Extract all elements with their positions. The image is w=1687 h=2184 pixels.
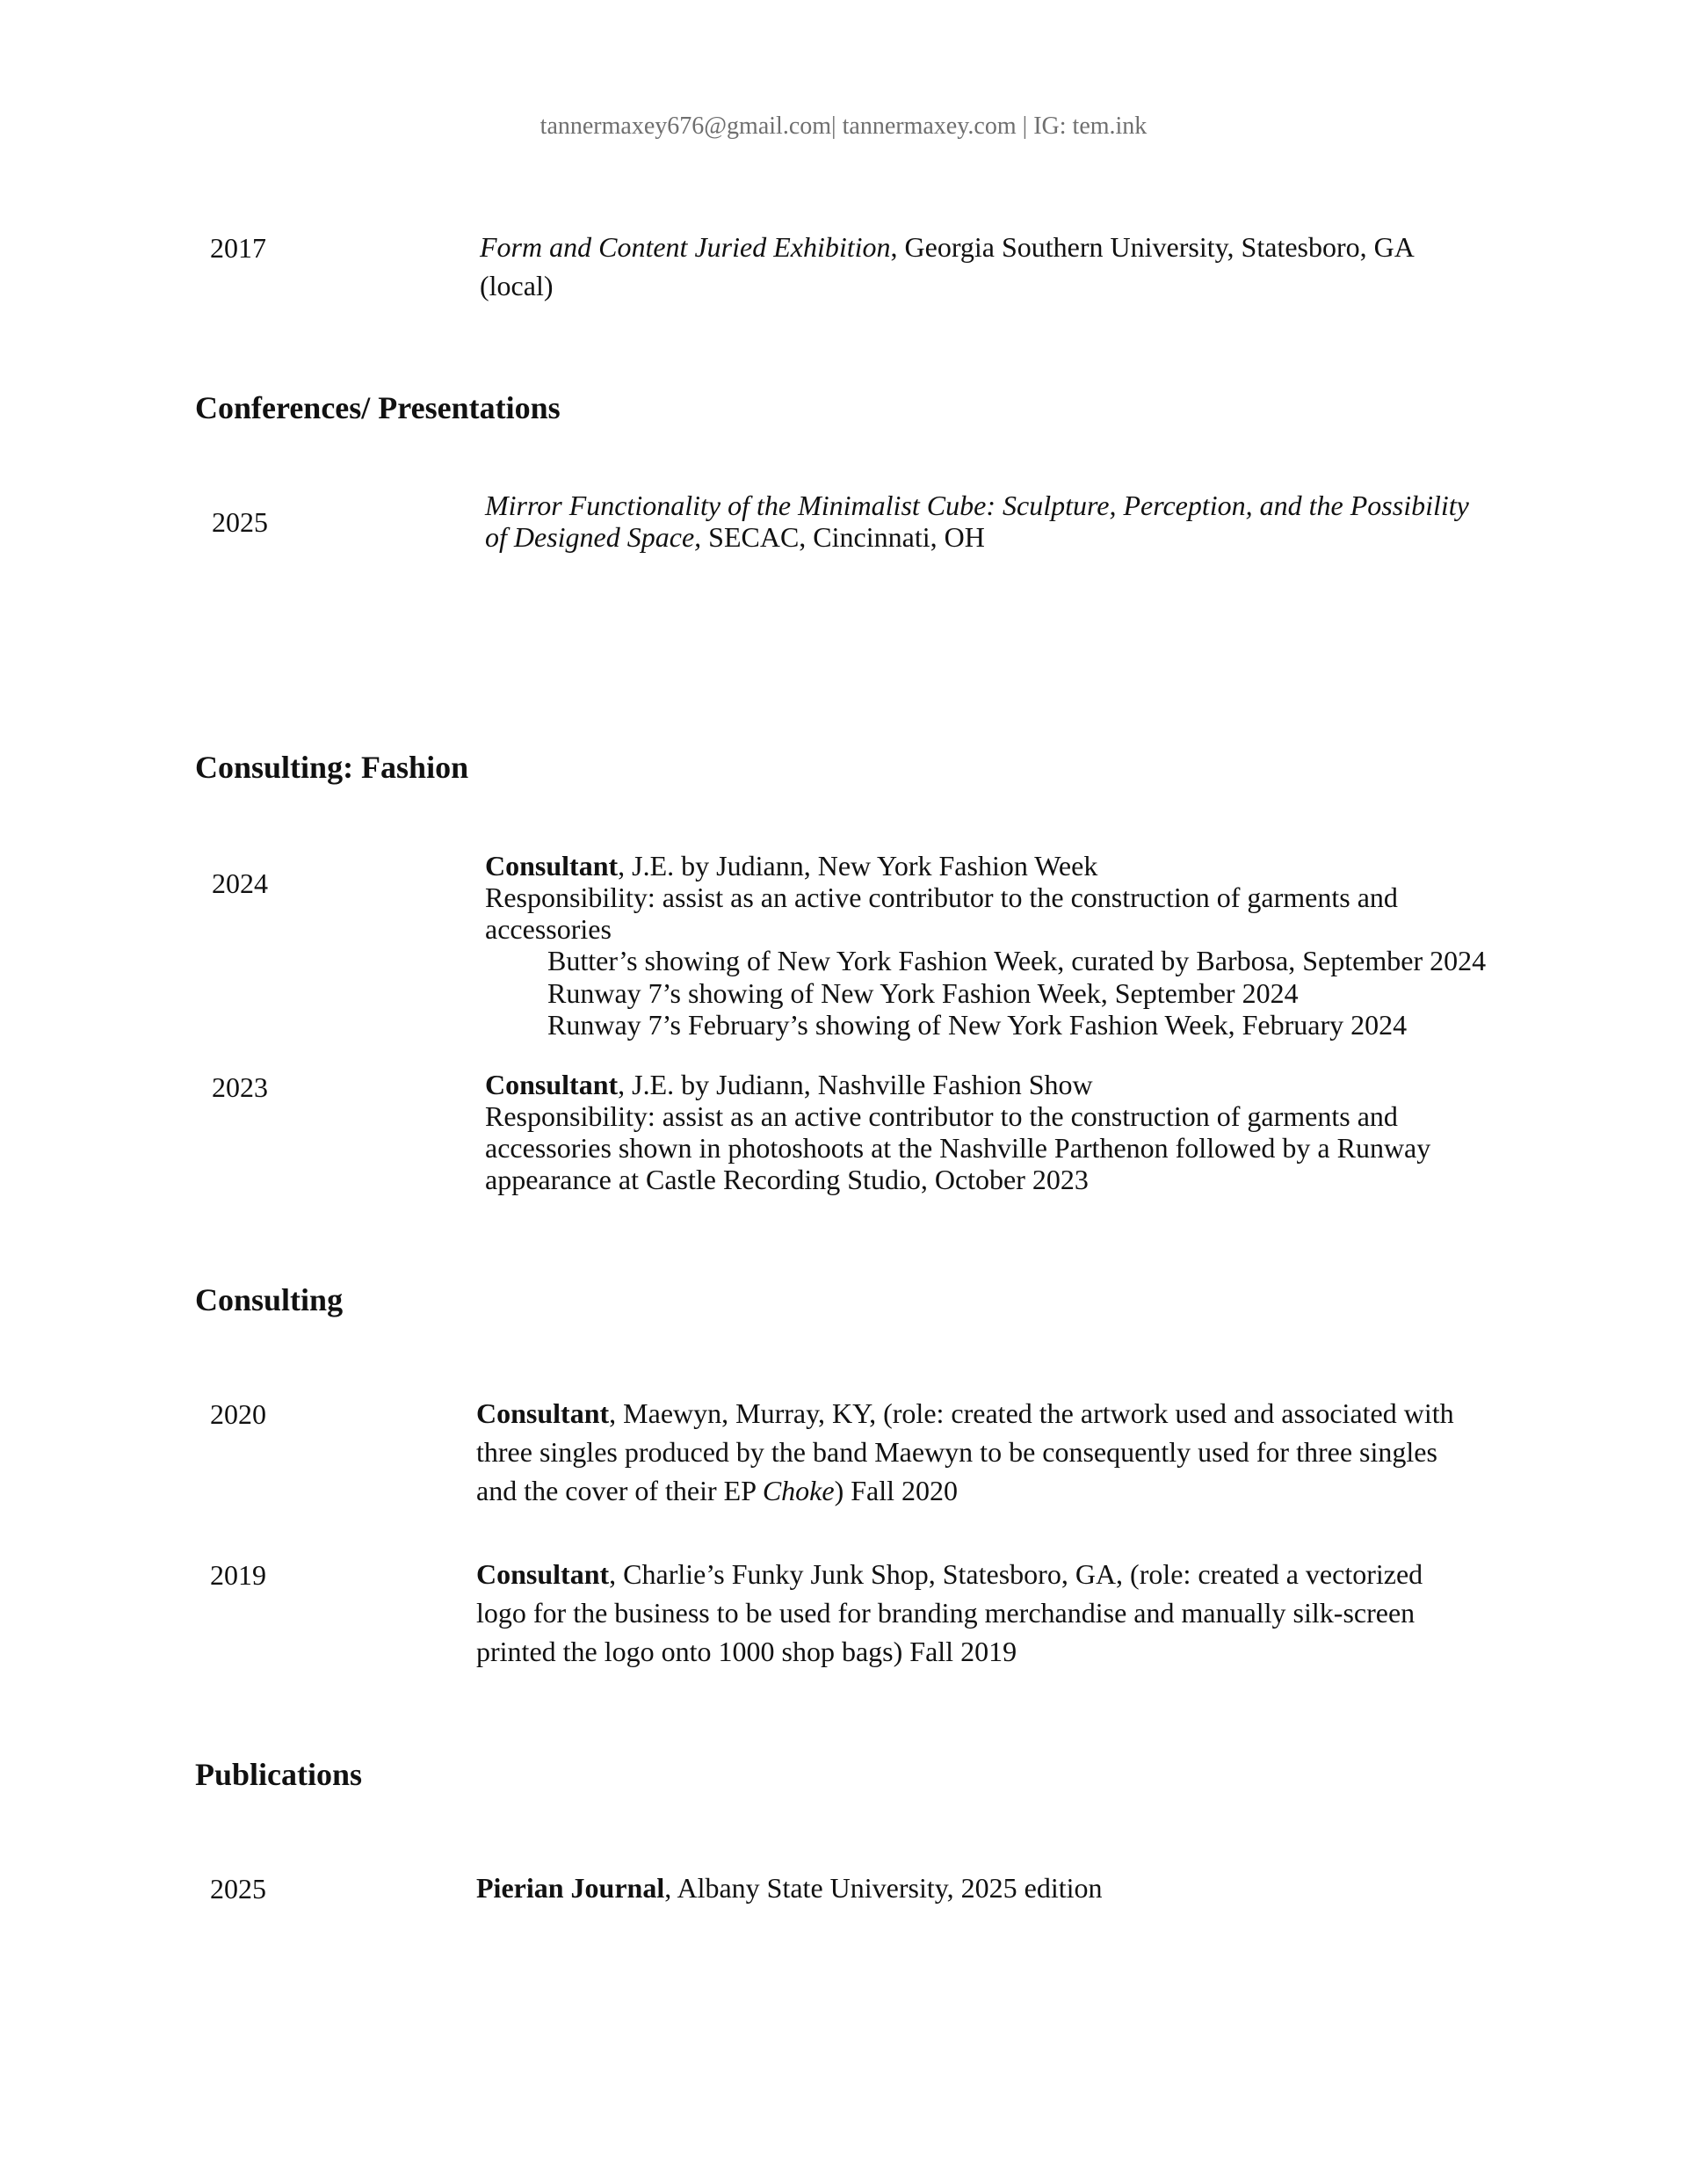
consulting-ep-title: Choke xyxy=(762,1475,835,1507)
publication-year: 2025 xyxy=(210,1873,266,1905)
fashion-role: Consultant xyxy=(485,850,619,882)
fashion-entry-2024 xyxy=(485,850,1487,1041)
consulting-role: Consultant xyxy=(476,1558,610,1590)
fashion-responsibility: Responsibility: assist as an active contributor to the construction of garments and accessories shown in photoshoots at the Nashville Parthenon followed by a Runway appearance at Castle Recording Studio, October 2023 xyxy=(485,1100,1431,1196)
fashion-year-2024: 2024 xyxy=(212,867,268,899)
fashion-entry-2023-role-line xyxy=(485,1069,1469,1100)
consulting-role: Consultant xyxy=(476,1397,610,1429)
consulting-details: , Maewyn, Murray, KY, (role: created the artwork used and associated with three singles produced by the band Maewyn to be consequently used for three singles and the cover of their EP xyxy=(476,1397,1454,1507)
conference-title: Mirror Functionality of the Minimalist Cube: Sculpture, Perception, and the Possibility of Designed Space, xyxy=(485,490,1469,554)
consulting-entry-2019 xyxy=(476,1555,1469,1671)
fashion-show-item: Butter’s showing of New York Fashion Week, curated by Barbosa, September 2024 xyxy=(547,945,1487,977)
conference-details: SECAC, Cincinnati, OH xyxy=(701,521,985,554)
contact-line: tannermaxey676@gmail.com| tannermaxey.com | IG: tem.ink xyxy=(539,112,1148,140)
fashion-role: Consultant xyxy=(485,1069,619,1100)
publication-entry xyxy=(476,1868,1469,1907)
consulting-year-2019: 2019 xyxy=(210,1559,266,1591)
exhibition-year: 2017 xyxy=(210,232,266,264)
fashion-show-item: Runway 7’s showing of New York Fashion Week, September 2024 xyxy=(547,976,1299,1009)
exhibition-entry xyxy=(480,228,1490,305)
fashion-org: , J.E. by Judiann, Nashville Fashion Show xyxy=(618,1069,1093,1100)
fashion-entry-2023 xyxy=(485,1069,1469,1196)
exhibition-title: Form and Content Juried Exhibition xyxy=(480,231,891,263)
consulting-tail: ) Fall 2020 xyxy=(834,1475,958,1507)
conference-year: 2025 xyxy=(212,506,268,538)
fashion-entry-2024-role-line xyxy=(485,850,1469,882)
conference-entry xyxy=(485,490,1469,553)
section-heading-publications: Publications xyxy=(195,1757,363,1792)
fashion-year-2023: 2023 xyxy=(212,1071,268,1103)
publication-title: Pierian Journal xyxy=(476,1872,665,1904)
section-heading-conferences: Conferences/ Presentations xyxy=(195,390,561,425)
exhibition-note: (local) xyxy=(480,270,554,302)
consulting-year-2020: 2020 xyxy=(210,1398,266,1430)
fashion-org: , J.E. by Judiann, New York Fashion Week xyxy=(618,850,1098,882)
section-heading-consulting-fashion: Consulting: Fashion xyxy=(195,750,469,785)
section-heading-consulting: Consulting xyxy=(195,1282,344,1317)
publication-details: , Albany State University, 2025 edition xyxy=(664,1872,1103,1904)
consulting-entry-2020 xyxy=(476,1394,1469,1510)
fashion-show-item: Runway 7’s February’s showing of New York Fashion Week, February 2024 xyxy=(547,1008,1408,1041)
consulting-details: , Charlie’s Funky Junk Shop, Statesboro, GA, (role: created a vectorized logo for the business to be used for branding merchandise and manually silk-screen printed the logo onto 1000 shop bags) Fall 2019 xyxy=(476,1558,1423,1668)
fashion-responsibility: Responsibility: assist as an active contributor to the construction of garments and accessories xyxy=(485,882,1398,946)
exhibition-details: , Georgia Southern University, Statesboro, GA xyxy=(890,231,1415,263)
